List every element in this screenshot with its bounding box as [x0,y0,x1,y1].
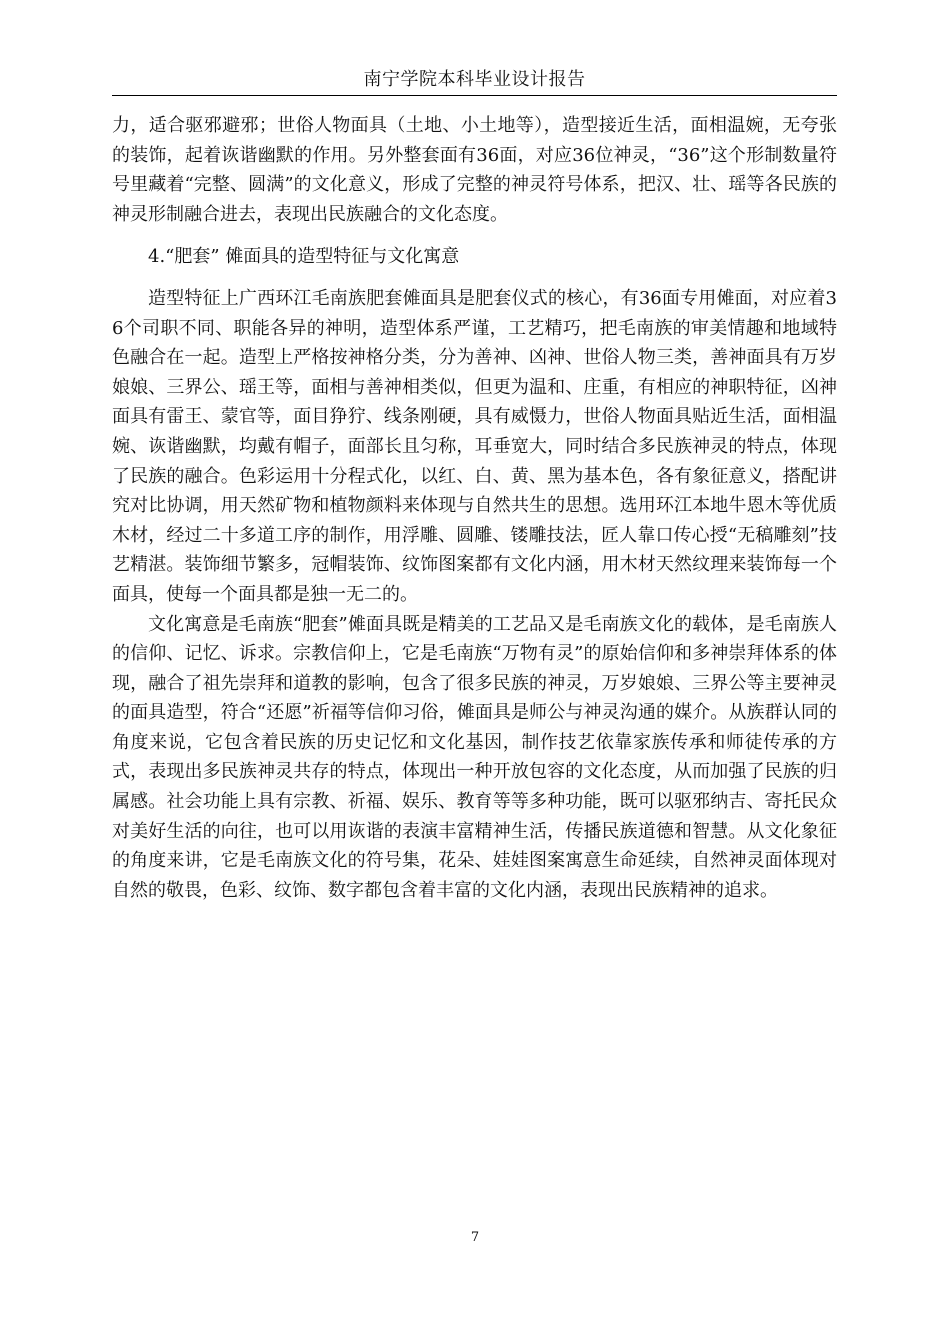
running-header: 南宁学院本科毕业设计报告 [363,69,586,90]
body-paragraph-form-features: 造型特征上广西环江毛南族肥套傩面具是肥套仪式的核心，有36面专用傩面，对应着36个司职不同、职能各异的神明，造型体系严谨，工艺精巧，把毛南族的审美情趣和地域特色融合在一起。造型上严格按神格分类，分为善神、凶神、世俗人物三类，善神面具有万岁娘娘、三界公、瑶王等，面相与善神相类似，但更为温和、庄重，有相应的神职特征，凶神面具有雷王、蒙官等，面目狰狞、线条刚硬，具有威慑力，世俗人物面具贴近生活，面相温婉、诙谐幽默，均戴有帽子，面部长且匀称，耳垂宽大，同时结合多民族神灵的特点，体现了民族的融合。色彩运用十分程式化，以红、白、黄、黑为基本色，各有象征意义，搭配讲究对比协调，用天然矿物和植物颜料来体现与自然共生的思想。选用环江本地牛恩木等优质木材，经过二十多道工序的制作，用浮雕、圆雕、镂雕技法，匠人靠口传心授“无稿雕刻”技艺精湛。装饰细节繁多，冠帽装饰、纹饰图案都有文化内涵，用木材天然纹理来装饰每一个面具，使每一个面具都是独一无二的。 [112,287,837,605]
page-body [112,111,837,905]
section-heading: 4.“肥套” 傩面具的造型特征与文化寓意 [148,246,460,268]
page-number: 7 [470,1230,480,1245]
continuation-paragraph: 力，适合驱邪避邪；世俗人物面具（土地、小土地等），造型接近生活，面相温婉，无夸张的装饰，起着诙谐幽默的作用。另外整套面有36面，对应36位神灵，“36”这个形制数量符号里藏着“完整、圆满”的文化意义，形成了完整的神灵符号体系，把汉、壮、瑶等各民族的神灵形制融合进去，表现出民族融合的文化态度。 [112,115,837,225]
header-divider [112,95,837,96]
body-paragraph-cultural-meaning: 文化寓意是毛南族“肥套”傩面具既是精美的工艺品又是毛南族文化的载体，是毛南族人的信仰、记忆、诉求。宗教信仰上，它是毛南族“万物有灵”的原始信仰和多神崇拜体系的体现，融合了祖先崇拜和道教的影响，包含了很多民族的神灵，万岁娘娘、三界公等主要神灵的面具造型，符合“还愿”祈福等信仰习俗，傩面具是师公与神灵沟通的媒介。从族群认同的角度来说，它包含着民族的历史记忆和文化基因，制作技艺依靠家族传承和师徒传承的方式，表现出多民族神灵共存的特点，体现出一种开放包容的文化态度，从而加强了民族的归属感。社会功能上具有宗教、祈福、娱乐、教育等等多种功能，既可以驱邪纳吉、寄托民众对美好生活的向往，也可以用诙谐的表演丰富精神生活，传播民族道德和智慧。从文化象征的角度来讲，它是毛南族文化的符号集，花朵、娃娃图案寓意生命延续，自然神灵面体现对自然的敬畏，色彩、纹饰、数字都包含着丰富的文化内涵，表现出民族精神的追求。 [112,613,837,901]
